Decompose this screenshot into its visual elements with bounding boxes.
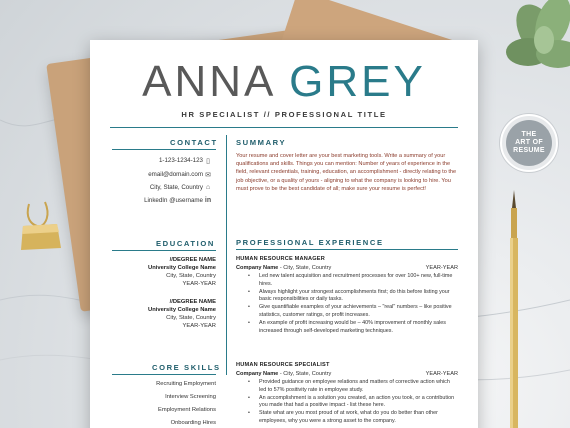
job-bullets — [236, 379, 458, 426]
job-bullet: • Always highlight your strongest accomplishments first; do this before listing your basic responsibilities or daily tasks. — [236, 289, 458, 305]
skill-item: Interview Screening — [165, 394, 216, 400]
first-name: ANNA — [142, 57, 274, 106]
experience-heading: PROFESSIONAL EXPERIENCE — [236, 238, 384, 247]
contact-heading: CONTACT — [170, 138, 218, 147]
last-name: GREY — [289, 57, 426, 106]
job-bullet: • An example of profit increasing would be – 40% improvement of monthly sales increased through self-developed marketing techniques. — [236, 320, 458, 336]
logo-line-3: RESUME — [513, 147, 545, 154]
school-location: City, State, Country — [166, 315, 216, 322]
degree-name: //DEGREE NAME — [169, 299, 216, 305]
experience-rule — [236, 249, 458, 250]
school-location: City, State, Country — [166, 273, 216, 280]
company-location: - City, State, Country — [278, 371, 332, 377]
school-name: University College Name — [148, 307, 216, 314]
phone-icon: ▯ — [206, 157, 210, 165]
succulent-plant — [498, 0, 570, 92]
education-rule — [112, 250, 216, 251]
job-bullet: • Give quantifiable examples of your achievements – "real" numbers – like positive statistics, customer ratings, or profit increases. — [236, 304, 458, 320]
gold-binder-clip — [17, 200, 63, 252]
resume-name — [90, 57, 478, 106]
logo-line-1: THE — [521, 131, 537, 138]
job-company-line — [236, 265, 458, 271]
logo-line-2: ART OF — [515, 139, 543, 146]
job-bullet: • Led new talent acquisition and recruitment processes for over 100+ new, full-time hires. — [236, 273, 458, 289]
professional-title: HR SPECIALIST // PROFESSIONAL TITLE — [181, 110, 387, 119]
summary-text: Your resume and cover letter are your best marketing tools. Write a summary of your qualifications and skills. Things you can mention: Number of years of experience in the field, relevant credentials, training, education, an accomplishment - directly relating to the job objective, or a quality of yours - aligning to what the company is looking to hire. You must prove to be the best candidate of all; make sure your resume is perfect! — [236, 153, 457, 192]
column-divider — [226, 135, 227, 375]
art-of-resume-logo — [500, 114, 558, 172]
education-heading: EDUCATION — [156, 239, 215, 248]
job-bullet: • An accomplishment is a solution you created, an action you took, or a contribution you made that had a positive impact - list these here. — [236, 395, 458, 411]
contact-rule — [112, 149, 216, 150]
school-years: YEAR-YEAR — [182, 281, 216, 288]
email-icon: ✉ — [205, 171, 211, 179]
contact-email: email@domain.com — [148, 171, 203, 178]
company-name: Company Name — [236, 371, 279, 377]
gold-pen — [507, 190, 521, 428]
degree-name: //DEGREE NAME — [169, 257, 216, 263]
skills-rule — [112, 374, 216, 375]
home-icon: ⌂ — [205, 184, 211, 191]
contact-location: City, State, Country — [149, 184, 203, 191]
company-name: Company Name — [236, 265, 279, 271]
school-name: University College Name — [148, 265, 216, 272]
linkedin-icon: in — [204, 197, 212, 204]
summary-heading: SUMMARY — [236, 138, 287, 147]
school-years: YEAR-YEAR — [182, 323, 216, 330]
job-years: YEAR-YEAR — [425, 265, 458, 271]
job-company-line — [236, 371, 458, 377]
skills-heading: CORE SKILLS — [152, 363, 221, 372]
company-location: - City, State, Country — [278, 265, 332, 271]
job-title: HUMAN RESOURCE SPECIALIST — [236, 362, 330, 368]
education-entry-2 — [110, 298, 216, 330]
contact-linkedin: LinkedIn @username — [144, 197, 203, 204]
job-bullet: • State what are you most proud of at work, what do you do better than other employees, why you were a strong asset to the company. — [236, 410, 458, 426]
job-bullet: • Provided guidance on employee relations and matters of corrective action which led to 57% positivity rate in employee study. — [236, 379, 458, 395]
header-divider — [110, 127, 458, 128]
skill-item: Employment Relations — [158, 407, 216, 413]
contact-phone: 1-123-1234-123 — [158, 157, 203, 164]
job-bullets — [236, 273, 458, 335]
skill-item: Recruiting Employment — [156, 381, 216, 387]
job-title: HUMAN RESOURCE MANAGER — [236, 256, 325, 262]
resume-page — [90, 40, 478, 428]
job-years: YEAR-YEAR — [425, 371, 458, 377]
logo-circle — [506, 120, 552, 166]
skill-item: Onboarding Hires — [170, 420, 216, 426]
education-entry-1 — [110, 256, 216, 288]
